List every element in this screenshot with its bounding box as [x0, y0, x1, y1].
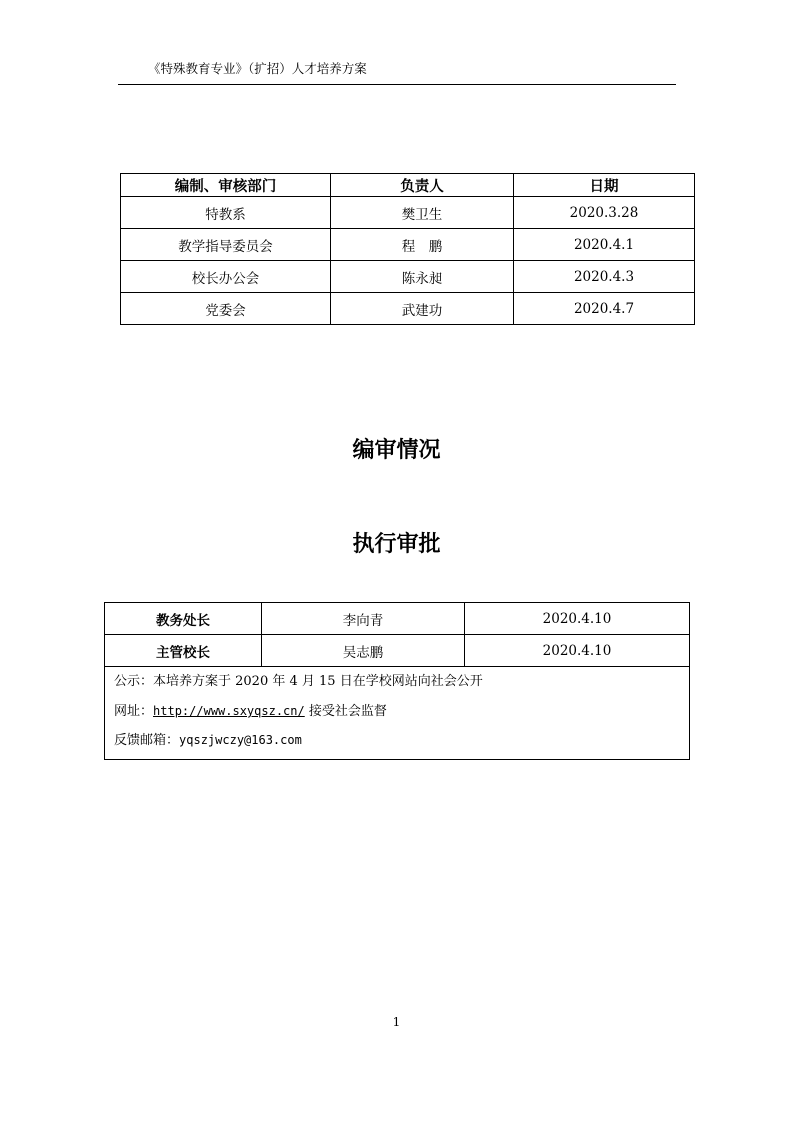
date-cell: 2020.4.7	[514, 293, 695, 325]
department-cell: 校长办公会	[121, 261, 331, 293]
date-cell: 2020.4.10	[465, 603, 690, 635]
person-cell: 樊卫生	[331, 197, 514, 229]
table-row	[121, 261, 695, 293]
email-line	[114, 730, 689, 759]
column-header-person: 负责人	[331, 174, 514, 197]
person-cell: 陈永昶	[331, 261, 514, 293]
date-cell: 2020.4.3	[514, 261, 695, 293]
person-cell: 李向青	[262, 603, 465, 635]
notice-cell	[105, 667, 690, 760]
date-cell: 2020.4.1	[514, 229, 695, 261]
header-divider	[118, 84, 676, 85]
table-row	[121, 293, 695, 325]
website-line	[114, 701, 689, 730]
document-header: 《特殊教育专业》（扩招）人才培养方案	[148, 61, 367, 76]
review-table	[120, 173, 695, 325]
table-row	[121, 197, 695, 229]
email-label: 反馈邮箱：	[114, 733, 180, 748]
department-cell: 教学指导委员会	[121, 229, 331, 261]
announcement-text: 公示：本培养方案于 2020 年 4 月 15 日在学校网站向社会公开	[114, 674, 483, 689]
role-cell: 教务处长	[105, 603, 262, 635]
notice-row	[105, 667, 690, 760]
approval-table	[104, 602, 690, 760]
person-cell: 程 鹏	[331, 229, 514, 261]
approval-section-title: 执行审批	[352, 532, 441, 557]
date-cell: 2020.4.10	[465, 635, 690, 667]
website-link[interactable]: http://www.sxyqsz.cn/	[153, 704, 305, 718]
page-number: 1	[392, 1015, 401, 1029]
person-cell: 吴志鹏	[262, 635, 465, 667]
website-suffix: 接受社会监督	[304, 704, 387, 719]
table-row	[121, 229, 695, 261]
website-label: 网址：	[114, 704, 154, 719]
department-cell: 特教系	[121, 197, 331, 229]
review-section-title: 编审情况	[352, 438, 441, 463]
date-cell: 2020.3.28	[514, 197, 695, 229]
column-header-department: 编制、审核部门	[121, 174, 331, 197]
email-address: yqszjwczy@163.com	[179, 733, 302, 747]
table-row	[105, 635, 690, 667]
column-header-date: 日期	[514, 174, 695, 197]
person-cell: 武建功	[331, 293, 514, 325]
table-row	[105, 603, 690, 635]
table-header-row	[121, 174, 695, 197]
department-cell: 党委会	[121, 293, 331, 325]
role-cell: 主管校长	[105, 635, 262, 667]
